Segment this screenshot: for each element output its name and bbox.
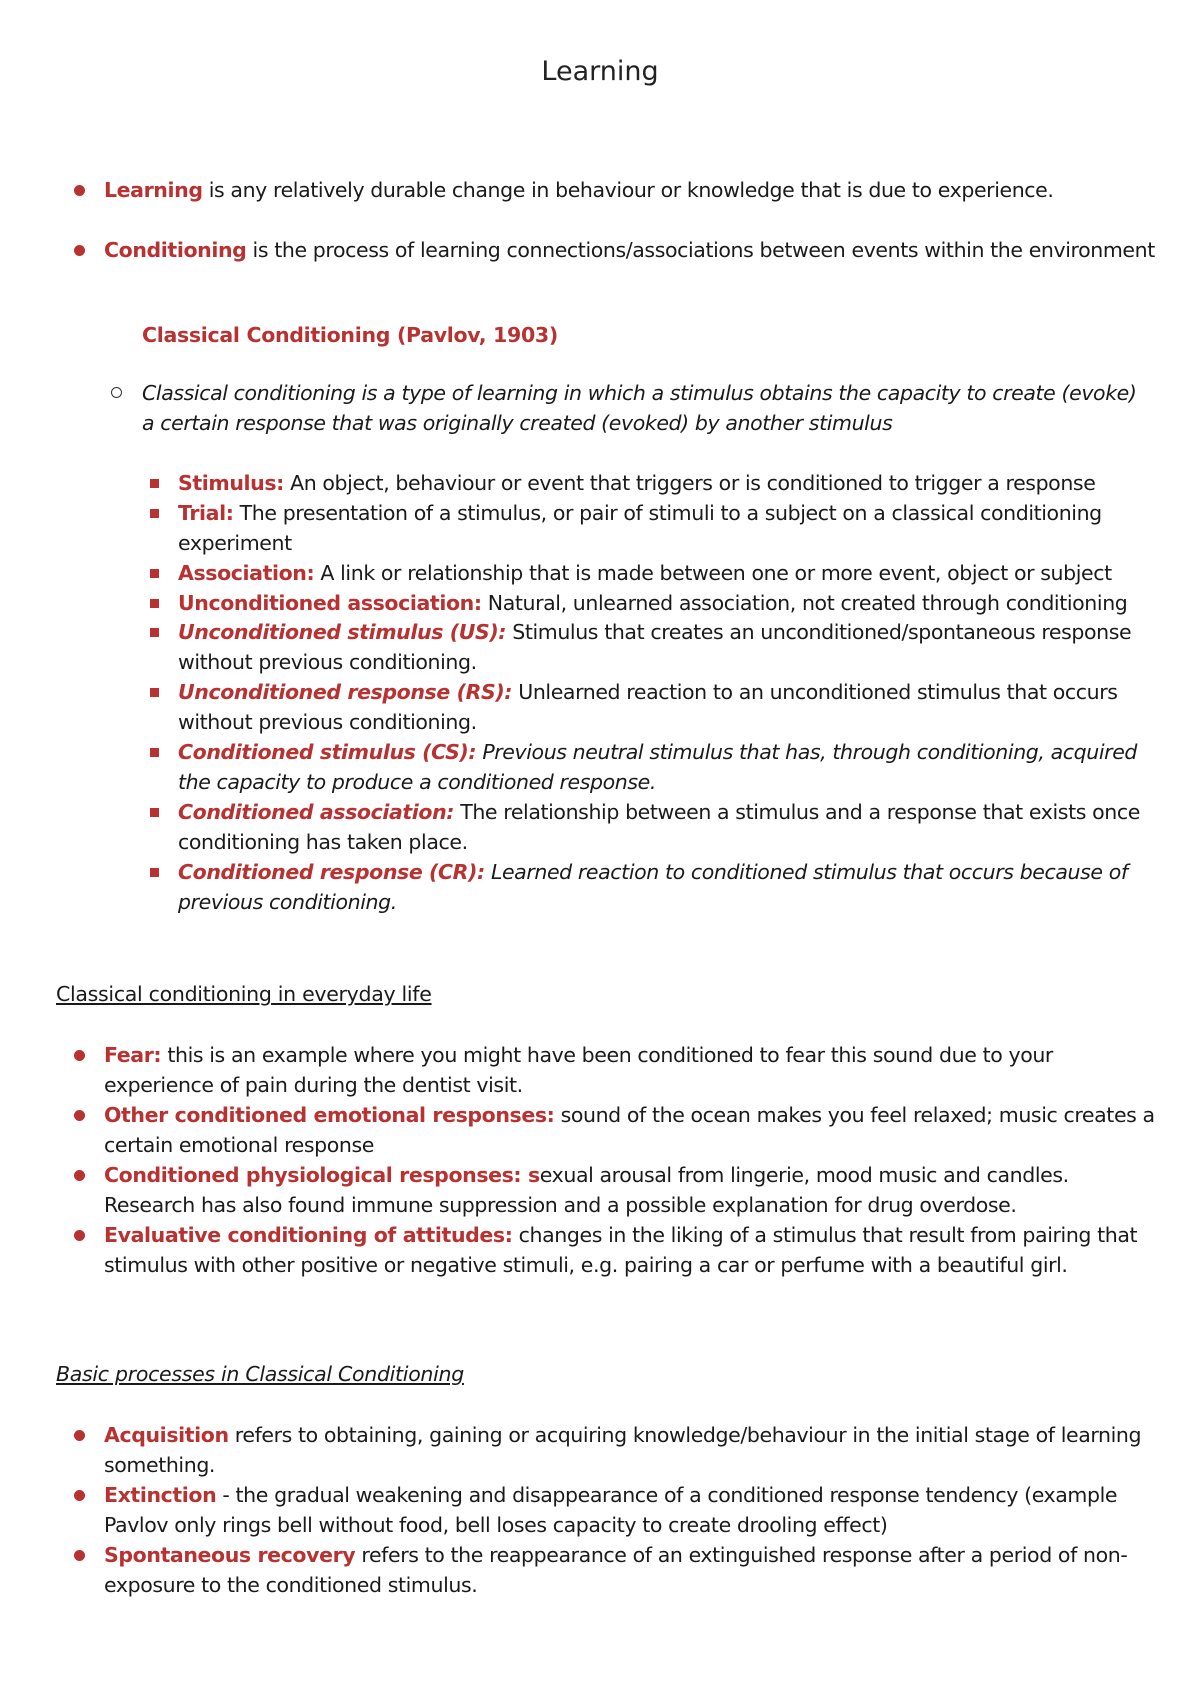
term-label: Trial: [178, 501, 234, 525]
term-label: Unconditioned response (RS): [178, 680, 513, 704]
term-item [178, 737, 1163, 797]
bullet-icon [74, 1430, 85, 1441]
list-item [104, 1040, 1164, 1100]
bullet-icon [74, 1050, 85, 1061]
term-description: refers to obtaining, gaining or acquiring knowledge/behaviour in the initial stage of learning something. [104, 1423, 1142, 1477]
square-bullet-icon [150, 599, 159, 608]
term-description: Stimulus that creates an unconditioned/spontaneous response without previous conditioning. [178, 620, 1132, 674]
term-label: Unconditioned stimulus (US): [178, 620, 507, 644]
list-item [104, 1540, 1164, 1600]
square-bullet-icon [150, 479, 159, 488]
bullet-icon [74, 1550, 85, 1561]
bullet-icon [74, 1230, 85, 1241]
term-description: Unlearned reaction to an unconditioned stimulus that occurs without previous conditioning. [178, 680, 1118, 734]
list-item [104, 1100, 1164, 1160]
square-bullet-icon [150, 628, 159, 637]
term-label: Stimulus: [178, 471, 284, 495]
square-bullet-icon [150, 569, 159, 578]
bullet-icon [74, 245, 85, 256]
term-label: Fear: [104, 1043, 162, 1067]
term-item [178, 498, 1163, 558]
term-description: changes in the liking of a stimulus that result from pairing that stimulus with other positive or negative stimuli, e.g. pairing a car or perfume with a beautiful girl. [104, 1223, 1138, 1277]
term-item [178, 617, 1163, 677]
term-description: Previous neutral stimulus that has, through conditioning, acquired the capacity to produce a conditioned response. [178, 740, 1138, 794]
term-label: Learning [104, 178, 203, 202]
section-heading: Classical conditioning in everyday life [56, 982, 432, 1006]
term-label: Conditioned association: [178, 800, 455, 824]
square-bullet-icon [150, 509, 159, 518]
term-label: Acquisition [104, 1423, 229, 1447]
term-label: Conditioned physiological responses: s [104, 1163, 540, 1187]
term-item [178, 797, 1163, 857]
bullet-icon [74, 1490, 85, 1501]
list-item [104, 1220, 1164, 1280]
term-description: An object, behaviour or event that triggers or is conditioned to trigger a response [283, 471, 1096, 495]
term-item [178, 677, 1163, 737]
term-description: A link or relationship that is made between one or more event, object or subject [314, 561, 1112, 585]
term-label: Unconditioned association: [178, 591, 482, 615]
term-label: Evaluative conditioning of attitudes: [104, 1223, 513, 1247]
list-item [104, 1480, 1164, 1540]
square-bullet-icon [150, 808, 159, 817]
term-item [178, 468, 1163, 498]
term-description: Natural, unlearned association, not created through conditioning [481, 591, 1128, 615]
term-description: is the process of learning connections/associations between events within the environment [246, 238, 1155, 262]
term-item [178, 857, 1163, 917]
bullet-icon [74, 1110, 85, 1121]
list-item [104, 1420, 1164, 1480]
term-item [178, 558, 1163, 588]
term-description: Learned reaction to conditioned stimulus that occurs because of previous conditioning. [178, 860, 1128, 914]
bullet-icon [74, 1170, 85, 1181]
hollow-bullet-icon [111, 387, 122, 398]
term-label: Conditioned response (CR): [178, 860, 485, 884]
term-description: refers to the reappearance of an extinguished response after a period of non-exposure to the conditioned stimulus. [104, 1543, 1128, 1597]
term-description: sound of the ocean makes you feel relaxed; music creates a certain emotional response [104, 1103, 1155, 1157]
term-description: - the gradual weakening and disappearance of a conditioned response tendency (example Pavlov only rings bell without food, bell loses capacity to create drooling effect) [104, 1483, 1118, 1537]
section-heading: Basic processes in Classical Conditioning [56, 1362, 464, 1386]
list-item [104, 235, 1164, 265]
square-bullet-icon [150, 688, 159, 697]
term-description: The presentation of a stimulus, or pair of stimuli to a subject on a classical conditioning experiment [178, 501, 1102, 555]
square-bullet-icon [150, 868, 159, 877]
term-label: Other conditioned emotional responses: [104, 1103, 555, 1127]
page-title: Learning [541, 56, 659, 87]
term-description: this is an example where you might have been conditioned to fear this sound due to your experience of pain during the dentist visit. [104, 1043, 1053, 1097]
section-subheading: Classical Conditioning (Pavlov, 1903) [142, 323, 558, 347]
bullet-icon [74, 185, 85, 196]
term-description: exual arousal from lingerie, mood music and candles. Research has also found immune suppression and a possible explanation for drug overdose. [104, 1163, 1069, 1217]
term-label: Conditioning [104, 238, 247, 262]
list-item [104, 175, 1164, 205]
term-label: Conditioned stimulus (CS): [178, 740, 477, 764]
term-description: is any relatively durable change in behaviour or knowledge that is due to experience. [202, 178, 1054, 202]
term-item [178, 588, 1163, 618]
square-bullet-icon [150, 748, 159, 757]
definition-item [142, 378, 1142, 438]
definition-text: Classical conditioning is a type of learning in which a stimulus obtains the capacity to create (evoke) a certain response that was originally created (evoked) by another stimulus [142, 381, 1137, 435]
term-description: The relationship between a stimulus and a response that exists once conditioning has taken place. [178, 800, 1140, 854]
list-item [104, 1160, 1164, 1220]
term-label: Association: [178, 561, 315, 585]
term-label: Spontaneous recovery [104, 1543, 356, 1567]
term-label: Extinction [104, 1483, 217, 1507]
